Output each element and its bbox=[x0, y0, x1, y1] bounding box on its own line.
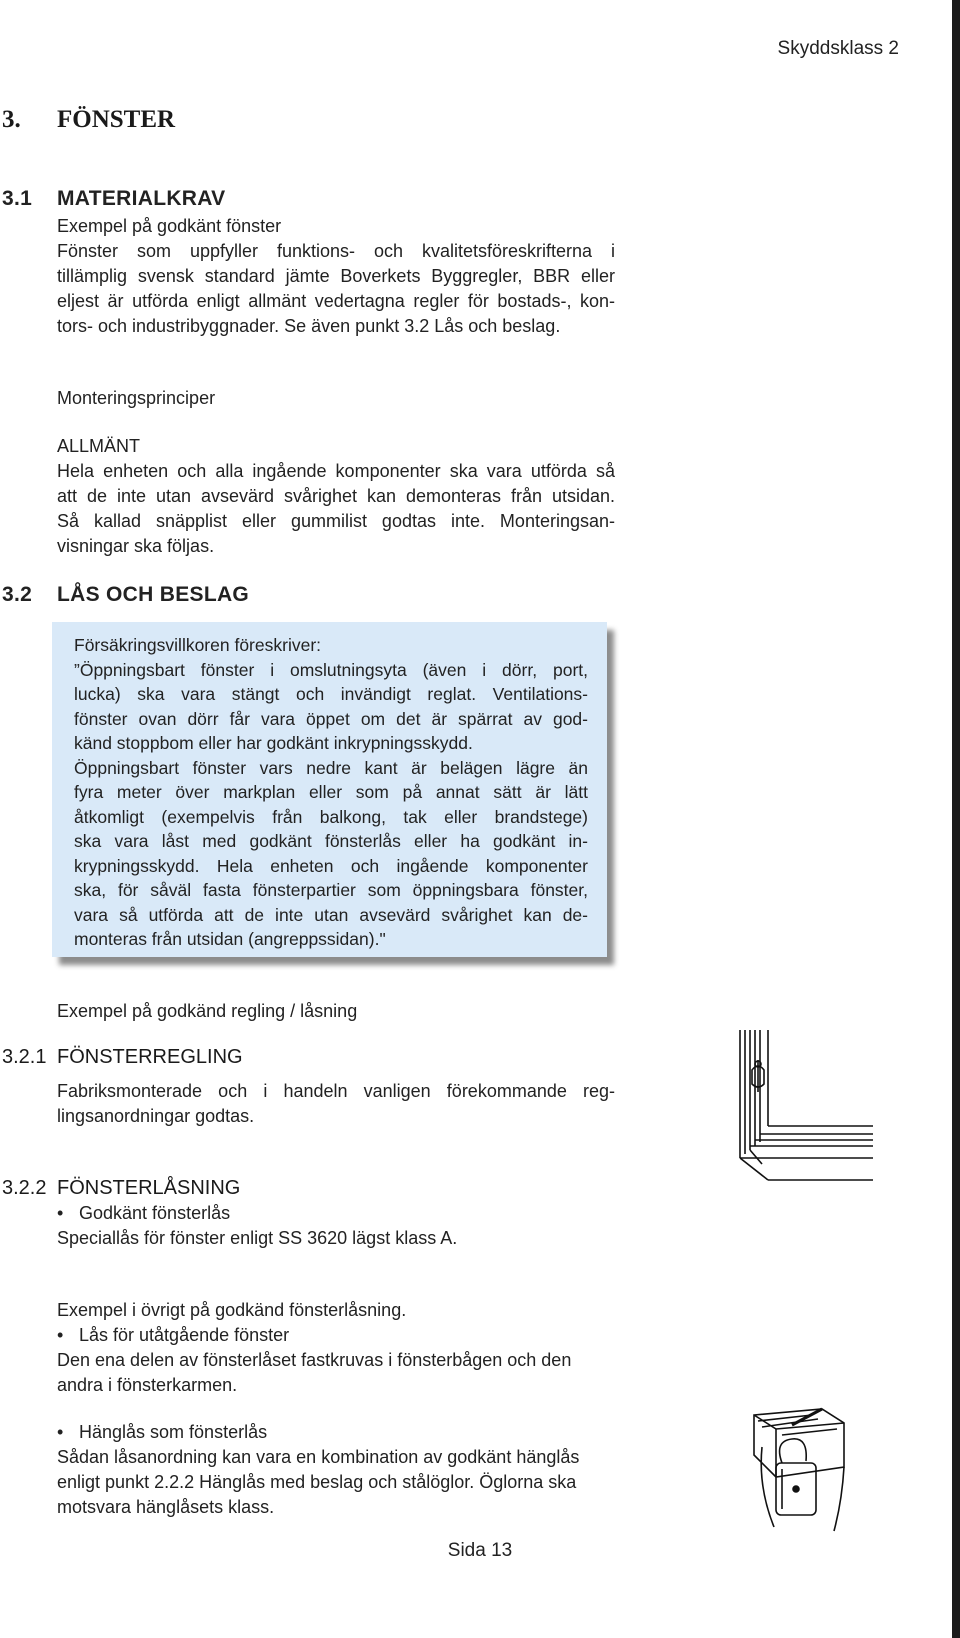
bullet-text: • Lås för utåtgående fönster bbox=[57, 1325, 289, 1345]
box-line: Försäkringsvillkoren föreskriver: bbox=[74, 635, 322, 655]
box-line: fönster ovan dörr får vara öppet om det är spärrat av god- bbox=[74, 708, 588, 729]
body-line: Så kallad snäpplist eller gummilist godtas inte. Monteringsan- bbox=[57, 511, 615, 531]
chapter-title bbox=[2, 106, 175, 134]
bullet-text: • Hänglås som fönsterlås bbox=[57, 1422, 267, 1442]
box-line: ska, för såväl fasta fönsterpartier som öppningsbara fönster, bbox=[74, 880, 588, 900]
section-number: 3.2.1 bbox=[2, 1046, 47, 1068]
mounting-principles-body bbox=[57, 459, 615, 559]
body-line: enligt punkt 2.2.2 Hänglås med beslag och stålöglor. Öglorna ska bbox=[57, 1472, 577, 1492]
section-3-2-1-heading bbox=[2, 1046, 243, 1069]
section-3-1-body bbox=[57, 214, 615, 339]
box-line: Öppningsbart fönster vars nedre kant är belägen lägre än bbox=[74, 757, 588, 778]
body-line: Fönster som uppfyller funktions- och kvalitetsföreskrifterna i bbox=[57, 241, 615, 261]
padlock-body bbox=[57, 1445, 615, 1520]
insurance-terms-box bbox=[52, 622, 607, 957]
section-title: FÖNSTERLÅSNING bbox=[57, 1177, 241, 1199]
section-number: 3.2.2 bbox=[2, 1177, 47, 1199]
general-subtitle: ALLMÄNT bbox=[57, 436, 141, 456]
body-line: visningar ska följas. bbox=[57, 536, 215, 556]
body-line: att de inte utan avsevärd svårighet kan demonteras från utsidan. bbox=[57, 486, 615, 506]
body-line: tillämplig svensk standard jämte Boverkets Byggregler, BBR eller bbox=[57, 266, 615, 286]
section-title: LÅS OCH BESLAG bbox=[57, 583, 250, 606]
chapter-number: 3. bbox=[2, 106, 21, 133]
example-heading: Exempel på godkänd regling / låsning bbox=[57, 1001, 358, 1021]
other-examples-intro: Exempel i övrigt på godkänd fönsterlåsning. bbox=[57, 1300, 407, 1320]
section-3-2-2-heading bbox=[2, 1177, 240, 1200]
body-line: eljest är utförda enligt allmänt vedertagna regler för bostads-, kon- bbox=[57, 291, 615, 311]
body-line: tors- och industribyggnader. Se även punkt 3.2 Lås och beslag. bbox=[57, 316, 561, 336]
box-line: ska vara låst med godkänt fönsterlås eller ha godkänt in- bbox=[74, 831, 588, 851]
section-3-2-1-body bbox=[57, 1079, 615, 1129]
approved-lock-text: Speciallås för fönster enligt SS 3620 lägst klass A. bbox=[57, 1228, 458, 1248]
outward-window-lock-bullet bbox=[57, 1323, 615, 1348]
outward-window-lock-body bbox=[57, 1348, 615, 1398]
page-edge-bar bbox=[952, 0, 960, 1638]
box-line: ”Öppningsbart fönster i omslutningsyta (även i dörr, port, bbox=[74, 659, 588, 680]
body-line: Sådan låsanordning kan vara en kombination av godkänt hänglås bbox=[57, 1447, 580, 1467]
padlock-illustration bbox=[752, 1407, 847, 1537]
body-line: Den ena delen av fönsterlåset fastkruvas i fönsterbågen och den bbox=[57, 1350, 572, 1370]
body-line: andra i fönsterkarmen. bbox=[57, 1375, 238, 1395]
bullet-text: • Godkänt fönsterlås bbox=[57, 1203, 230, 1223]
mounting-principles-title: Monteringsprinciper bbox=[57, 388, 216, 408]
section-number: 3.1 bbox=[2, 187, 33, 210]
section-title: FÖNSTERREGLING bbox=[57, 1046, 243, 1068]
box-line: känd stoppbom eller har godkänt inkrypningsskydd. bbox=[74, 733, 473, 753]
box-line: åtkomligt (exempelvis från balkong, tak eller brandstege) bbox=[74, 806, 588, 827]
box-line: monteras från utsidan (angreppssidan)." bbox=[74, 929, 386, 949]
page-number: Sida 13 bbox=[447, 1540, 513, 1561]
insurance-terms-text bbox=[74, 633, 588, 952]
body-line: Fabriksmonterade och i handeln vanligen förekommande reg- bbox=[57, 1081, 615, 1101]
body-line: Exempel på godkänt fönster bbox=[57, 216, 282, 236]
section-3-2-heading bbox=[2, 583, 249, 607]
box-line: krypningsskydd. Hela enheten och ingående komponenter bbox=[74, 855, 588, 876]
window-latch-illustration bbox=[738, 1030, 873, 1182]
section-3-1-heading bbox=[2, 187, 225, 211]
section-title: MATERIALKRAV bbox=[57, 187, 226, 210]
body-line: Hela enheten och alla ingående komponenter ska vara utförda så bbox=[57, 461, 615, 481]
box-line: fyra meter över markplan eller som på annat sätt är lätt bbox=[74, 782, 588, 802]
box-line: vara så utförda att de inte utan avsevärd svårighet kan de- bbox=[74, 904, 588, 925]
chapter-name: FÖNSTER bbox=[57, 106, 176, 133]
box-line: lucka) ska vara stängt och invändigt reglat. Ventilations- bbox=[74, 684, 588, 704]
padlock-bullet bbox=[57, 1420, 615, 1445]
body-line: motsvara hänglåsets klass. bbox=[57, 1497, 275, 1517]
body-line: lingsanordningar godtas. bbox=[57, 1106, 255, 1126]
approved-lock-bullet bbox=[57, 1201, 615, 1226]
section-number: 3.2 bbox=[2, 583, 33, 606]
running-header: Skyddsklass 2 bbox=[777, 38, 899, 59]
